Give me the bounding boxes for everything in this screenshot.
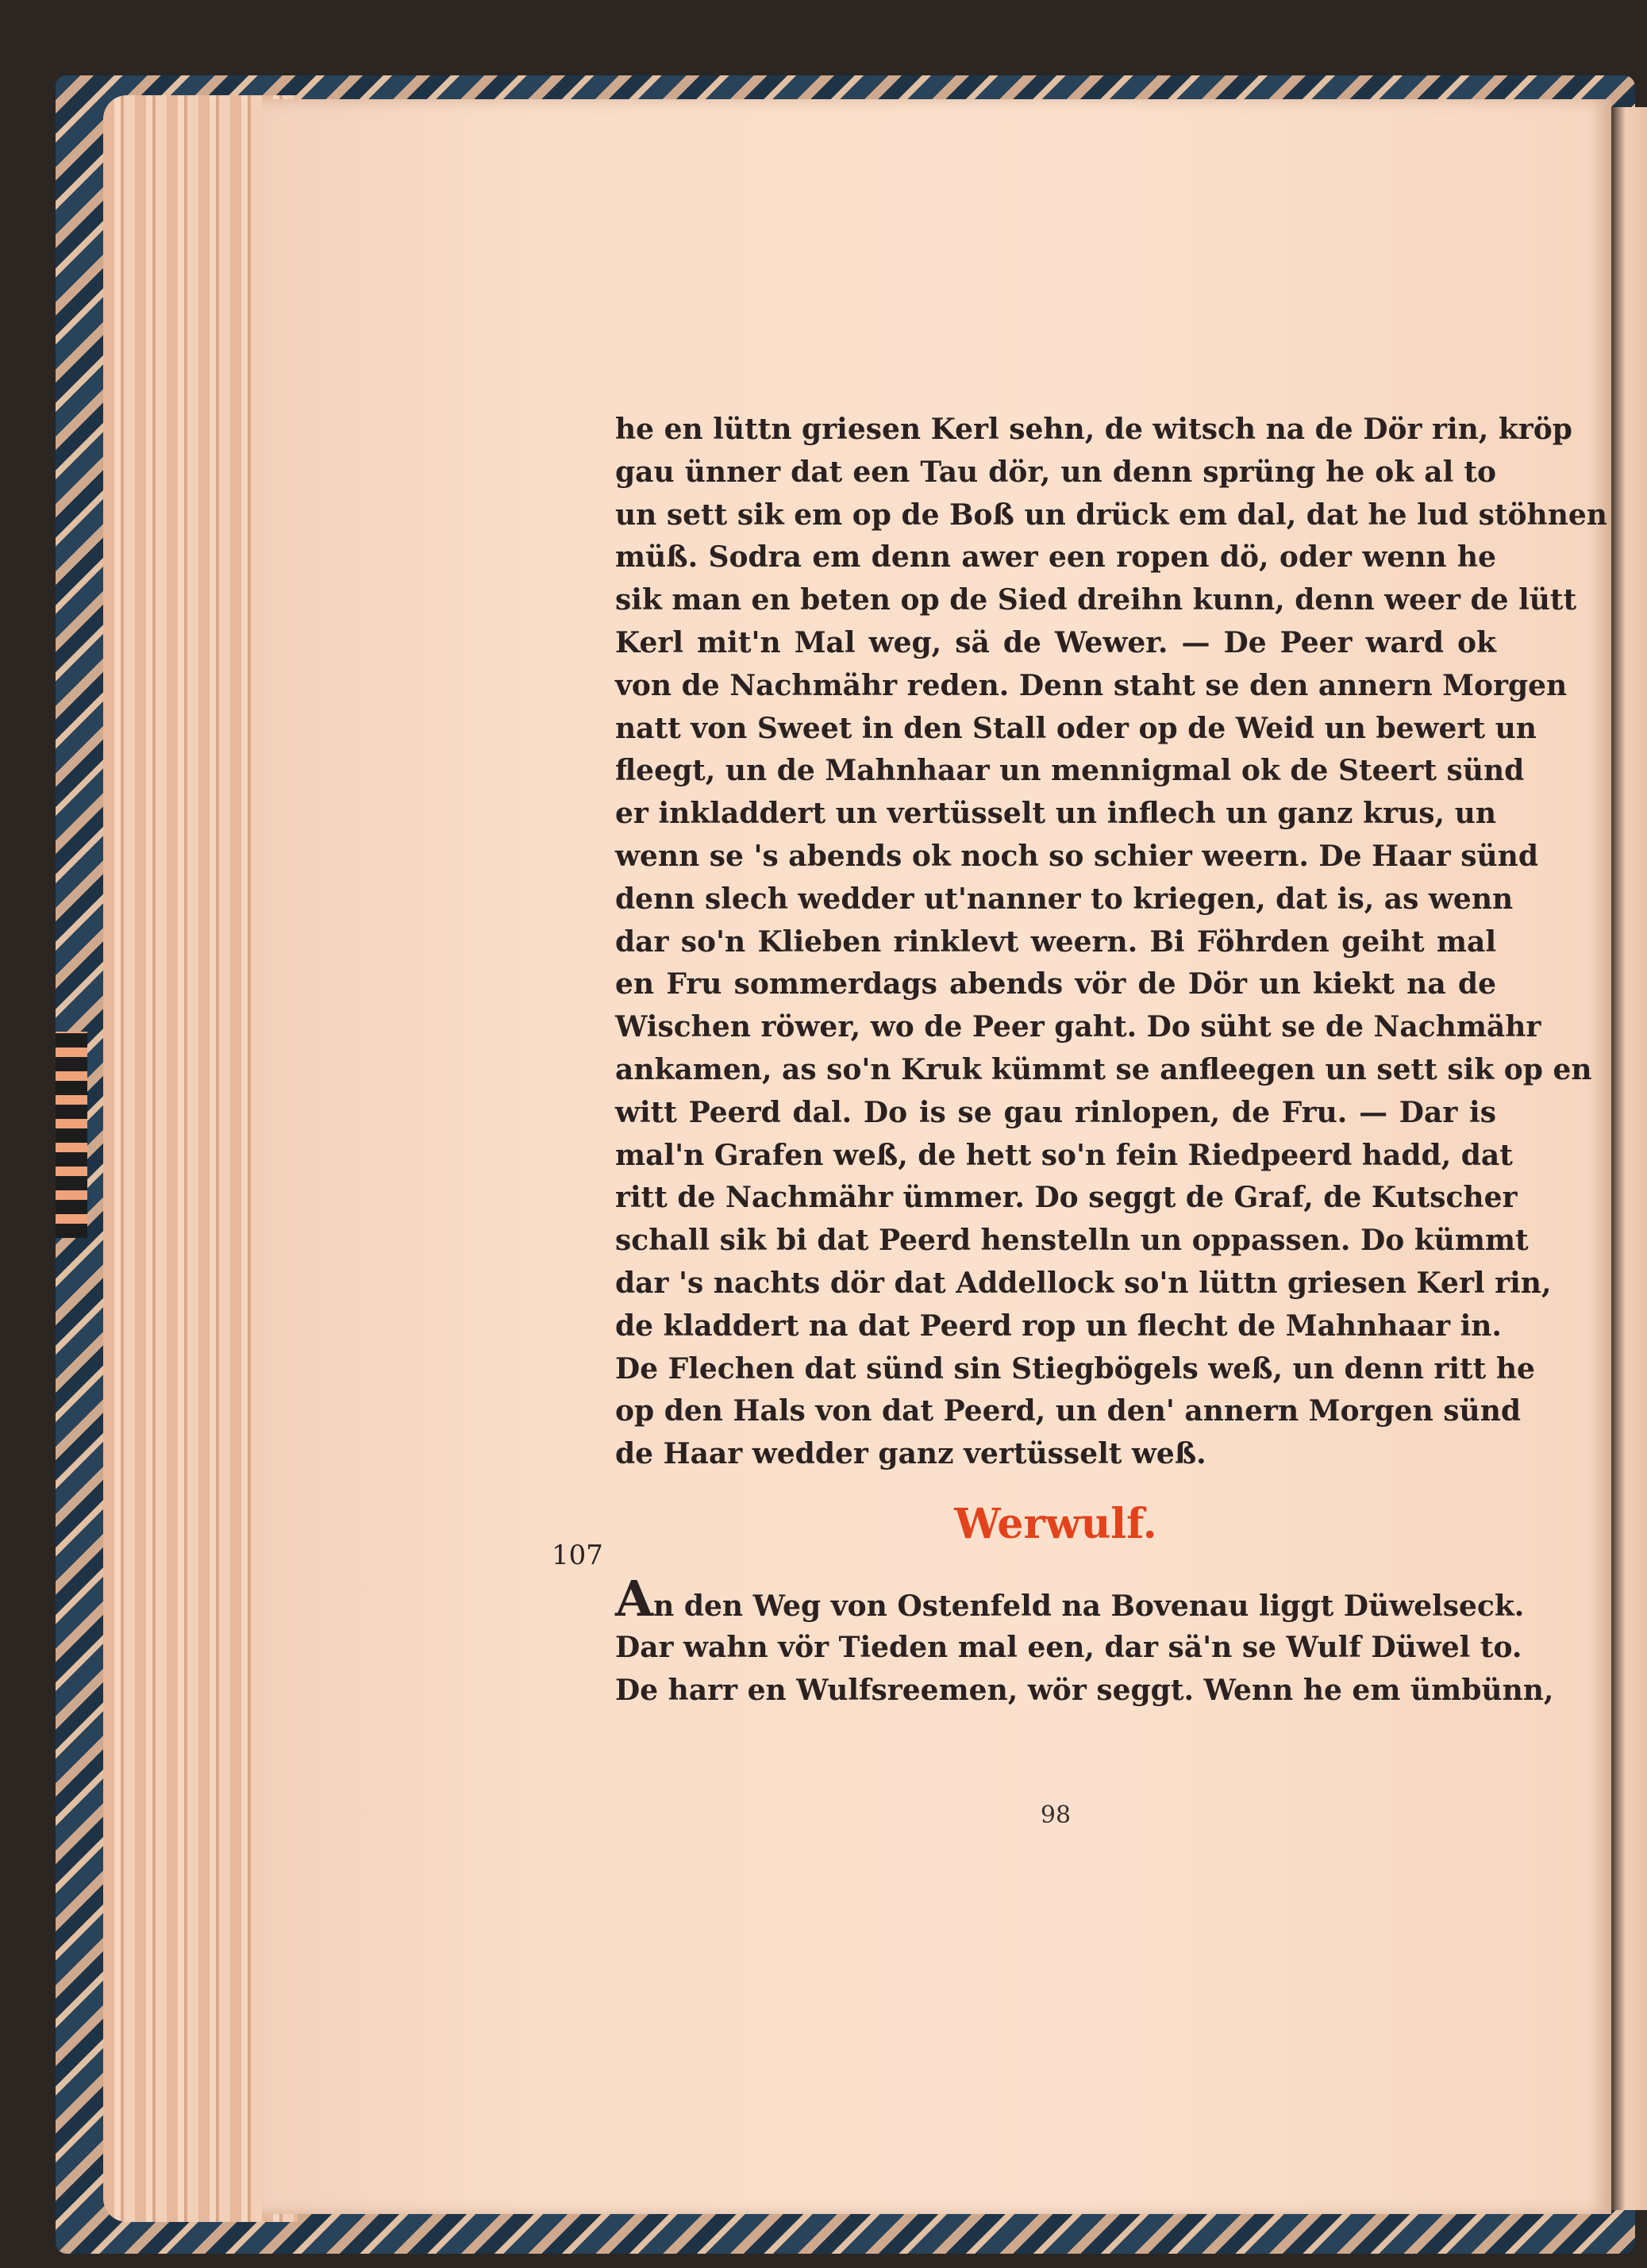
body-paragraph [615, 409, 1607, 1476]
text-line: ankamen, as so'n Kruk kümmt se anfleegen un sett sik op en [615, 1052, 1592, 1086]
facing-page-edge [1611, 107, 1647, 2210]
text-line: un sett sik em op de Boß un drück em dal, dat he lud stöhnen [615, 498, 1607, 532]
section-paragraph [615, 1570, 1554, 1712]
text-line: sik man en beten op de Sied dreihn kunn, denn weer de lütt [615, 583, 1577, 617]
text-line: dar 's nachts dör dat Addellock so'n lüttn griesen Kerl rin, [615, 1266, 1552, 1300]
text-line: müß. Sodra em denn awer een ropen dö, oder wenn he [615, 540, 1496, 575]
page-number: 98 [1040, 1801, 1072, 1829]
text-line: de kladdert na dat Peerd rop un flecht de Mahnhaar in. [615, 1309, 1502, 1343]
text-line: De harr en Wulfsreemen, wör seggt. Wenn he em ümbünn, [615, 1674, 1554, 1707]
text-line: denn slech wedder ut'nanner to kriegen, dat is, as wenn [615, 882, 1514, 916]
text-line: De Flechen dat sünd sin Stiegbögels weß, un denn ritt he [615, 1351, 1535, 1386]
text-line-content: n den Weg von Ostenfeld na Bovenau liggt Düwelseck. [653, 1590, 1525, 1623]
text-line: wenn se 's abends ok noch so schier weern. De Haar sünd [615, 839, 1539, 873]
text-line: schall sik bi dat Peerd henstelln un oppassen. Do kümmt [615, 1224, 1529, 1258]
text-line: op den Hals von dat Peerd, un den' annern Morgen sünd [615, 1394, 1522, 1428]
text-line: Kerl mit'n Mal weg, sä de Wewer. — De Peer ward ok [615, 625, 1496, 659]
section-title: Werwulf. [954, 1500, 1157, 1548]
drop-cap: A [615, 1570, 654, 1628]
margin-number: 107 [552, 1540, 603, 1571]
cover-pattern [56, 1032, 87, 1238]
text-line: fleegt, un de Mahnhaar un mennigmal ok de Steert sünd [615, 754, 1525, 788]
text-line: natt von Sweet in den Stall oder op de Weid un bewert un [615, 711, 1537, 745]
text-line: he en lüttn griesen Kerl sehn, de witsch na de Dör rin, kröp [615, 413, 1572, 446]
text-line: witt Peerd dal. Do is se gau rinlopen, de Fru. — Dar is [615, 1095, 1496, 1129]
text-line: mal'n Grafen weß, de hett so'n fein Riedpeerd hadd, dat [615, 1138, 1513, 1172]
text-line: Wischen röwer, wo de Peer gaht. Do süht se de Nachmähr [615, 1010, 1541, 1044]
text-line [615, 1570, 1525, 1628]
text-line: ritt de Nachmähr ümmer. Do seggt de Graf, de Kutscher [615, 1181, 1518, 1215]
text-line: en Fru sommerdags abends vör de Dör un kiekt na de [615, 967, 1496, 1001]
text-line: de Haar wedder ganz vertüsselt weß. [615, 1437, 1206, 1471]
text-line: er inkladdert un vertüsselt un inflech un ganz krus, un [615, 797, 1496, 831]
text-line: von de Nachmähr reden. Denn staht se den annern Morgen [615, 668, 1568, 702]
text-line: dar so'n Klieben rinklevt weern. Bi Föhrden geiht mal [615, 924, 1496, 959]
text-line: Dar wahn vör Tieden mal een, dar sä'n se Wulf Düwel to. [615, 1631, 1522, 1664]
text-line: gau ünner dat een Tau dör, un denn sprüng he ok al to [615, 455, 1496, 489]
